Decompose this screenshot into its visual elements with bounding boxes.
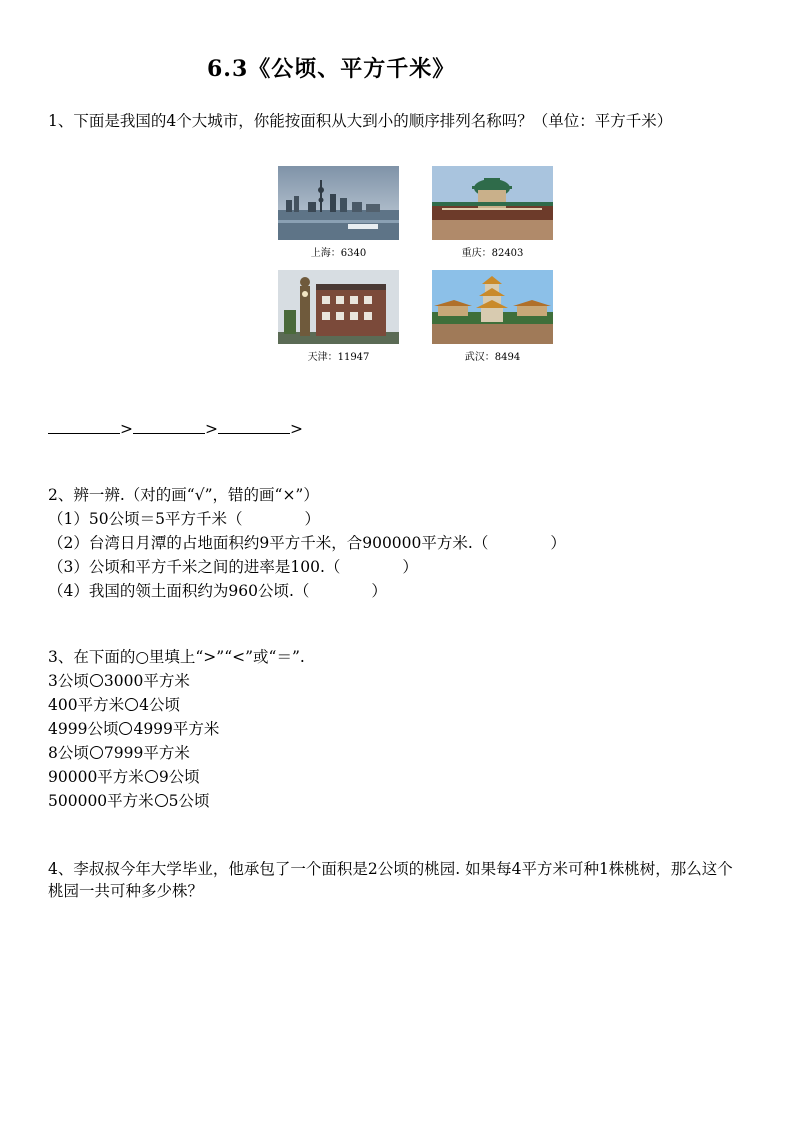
answer-blank-3[interactable] <box>218 419 290 434</box>
tianjin-photo <box>278 270 399 344</box>
left-value: 90000平方米 <box>48 768 144 786</box>
answer-circle[interactable] <box>125 698 138 711</box>
shanghai-photo <box>278 166 399 240</box>
right-value: 7999平方米 <box>103 744 190 762</box>
chongqing-caption: 重庆：82403 <box>461 248 524 259</box>
wuhan-photo <box>432 270 553 344</box>
right-value: 9公顷 <box>158 768 200 786</box>
greater-than-sign: > <box>205 420 218 438</box>
answer-blank-2[interactable] <box>133 419 205 434</box>
question-1-text: 1、下面是我国的4个大城市，你能按面积从大到小的顺序排列名称吗？（单位：平方千米） <box>48 112 673 130</box>
ordering-answer-line <box>48 418 303 440</box>
question-2-item-3: （3）公顷和平方千米之间的进率是100.（ ） <box>48 558 418 576</box>
greater-than-sign: > <box>120 420 133 438</box>
page-title: 6.3《公顷、平方千米》 <box>207 56 456 82</box>
shanghai-caption: 上海：6340 <box>310 248 367 259</box>
question-2-item-2: （2）台湾日月潭的占地面积约9平方千米，合900000平方米.（ ） <box>48 534 566 552</box>
left-value: 8公顷 <box>48 744 89 762</box>
right-value: 4999平方米 <box>133 720 220 738</box>
wuhan-caption: 武汉：8494 <box>464 352 521 363</box>
question-2-item-1: （1）50公顷＝5平方千米（ ） <box>48 510 320 528</box>
left-value: 500000平方米 <box>48 792 154 810</box>
question-3-heading: 3、在下面的○里填上“>”“<”或“＝”. <box>48 648 305 666</box>
answer-circle[interactable] <box>155 794 168 807</box>
answer-blank-1[interactable] <box>48 419 120 434</box>
right-value: 3000平方米 <box>103 672 190 690</box>
left-value: 4999公顷 <box>48 720 119 738</box>
right-value: 5公顷 <box>168 792 210 810</box>
question-3-item-2 <box>48 694 180 716</box>
question-2-item-4: （4）我国的领土面积约为960公顷.（ ） <box>48 582 387 600</box>
right-value: 4公顷 <box>139 696 180 714</box>
question-3-item-4 <box>48 742 190 764</box>
question-4-text: 4、李叔叔今年大学毕业，他承包了一个面积是2公顷的桃园. 如果每4平方米可种1株桃树，那么这个桃园一共可种多少株？ <box>48 860 733 900</box>
question-3-item-5 <box>48 766 200 788</box>
left-value: 3公顷 <box>48 672 89 690</box>
answer-circle[interactable] <box>90 674 103 687</box>
answer-circle[interactable] <box>119 722 132 735</box>
answer-circle[interactable] <box>145 770 158 783</box>
answer-circle[interactable] <box>90 746 103 759</box>
left-value: 400平方米 <box>48 696 125 714</box>
question-3-item-6 <box>48 790 210 812</box>
chongqing-photo <box>432 166 553 240</box>
question-3-item-1 <box>48 670 190 692</box>
question-3-item-3 <box>48 718 219 740</box>
greater-than-sign: > <box>290 420 303 438</box>
tianjin-caption: 天津：11947 <box>307 352 370 363</box>
question-2-heading: 2、辨一辨.（对的画“√”，错的画“×”） <box>48 486 319 504</box>
